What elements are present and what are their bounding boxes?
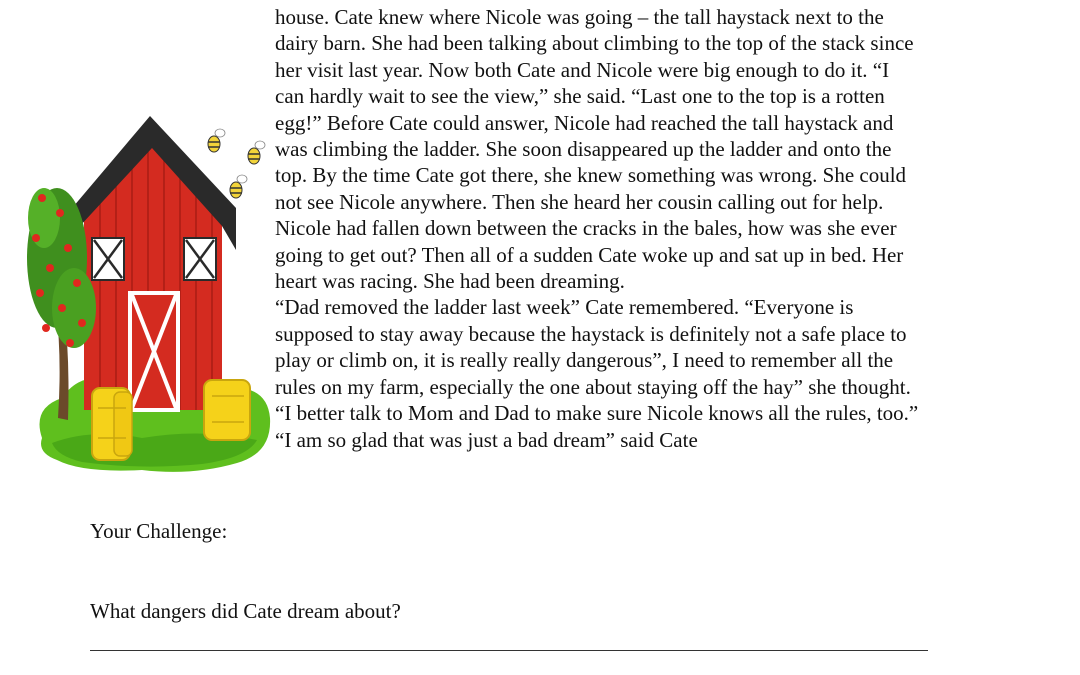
bee-icon [208, 129, 225, 152]
story-line: play or climb on, it is really really dangerous”, I need to remember all the [275, 348, 894, 373]
hay-bale-icon [92, 388, 132, 460]
story-line: “Dad removed the ladder last week” Cate remembered. “Everyone is [275, 295, 854, 320]
story-line: her visit last year. Now both Cate and Nicole were big enough to do it. “I [275, 57, 890, 82]
answer-line[interactable] [90, 650, 928, 651]
story-line: Nicole had fallen down between the cracks in the bales, how was she ever [275, 216, 897, 241]
story-line: can hardly wait to see the view,” she said. “Last one to the top is a rotten [275, 84, 885, 109]
hay-bale-icon [204, 380, 250, 440]
barn-door-icon [130, 293, 178, 410]
story-line: “I am so glad that was just a bad dream” said Cate [275, 427, 698, 452]
story-line: going to get out? Then all of a sudden Cate woke up and sat up in bed. Her [275, 242, 904, 267]
story-line: egg!” Before Cate could answer, Nicole had reached the tall haystack and [275, 110, 894, 135]
story-line: supposed to stay away because the haystack is definitely not a safe place to [275, 321, 907, 346]
window-icon [184, 238, 216, 280]
story-line: rules on my farm, especially the one about staying off the hay” she thought. [275, 374, 911, 399]
story-line: was climbing the ladder. She soon disappeared up the ladder and onto the [275, 137, 892, 162]
story-line: top. By the time Cate got there, she knew something was wrong. She could [275, 163, 907, 188]
barn-icon [62, 116, 236, 410]
barn-illustration [22, 108, 272, 478]
bee-icon [230, 175, 247, 198]
story-line: dairy barn. She had been talking about climbing to the top of the stack since [275, 31, 914, 56]
bee-icon [248, 141, 265, 164]
story-line: not see Nicole anywhere. Then she heard her cousin calling out for help. [275, 189, 884, 214]
story-line: heart was racing. She had been dreaming. [275, 269, 625, 294]
story-line: “I better talk to Mom and Dad to make sure Nicole knows all the rules, too.” [275, 401, 919, 426]
story-text [275, 4, 1065, 453]
question-text: What dangers did Cate dream about? [90, 599, 401, 623]
challenge-heading: Your Challenge: [90, 519, 228, 543]
window-icon [92, 238, 124, 280]
story-line: house. Cate knew where Nicole was going – the tall haystack next to the [275, 5, 884, 29]
